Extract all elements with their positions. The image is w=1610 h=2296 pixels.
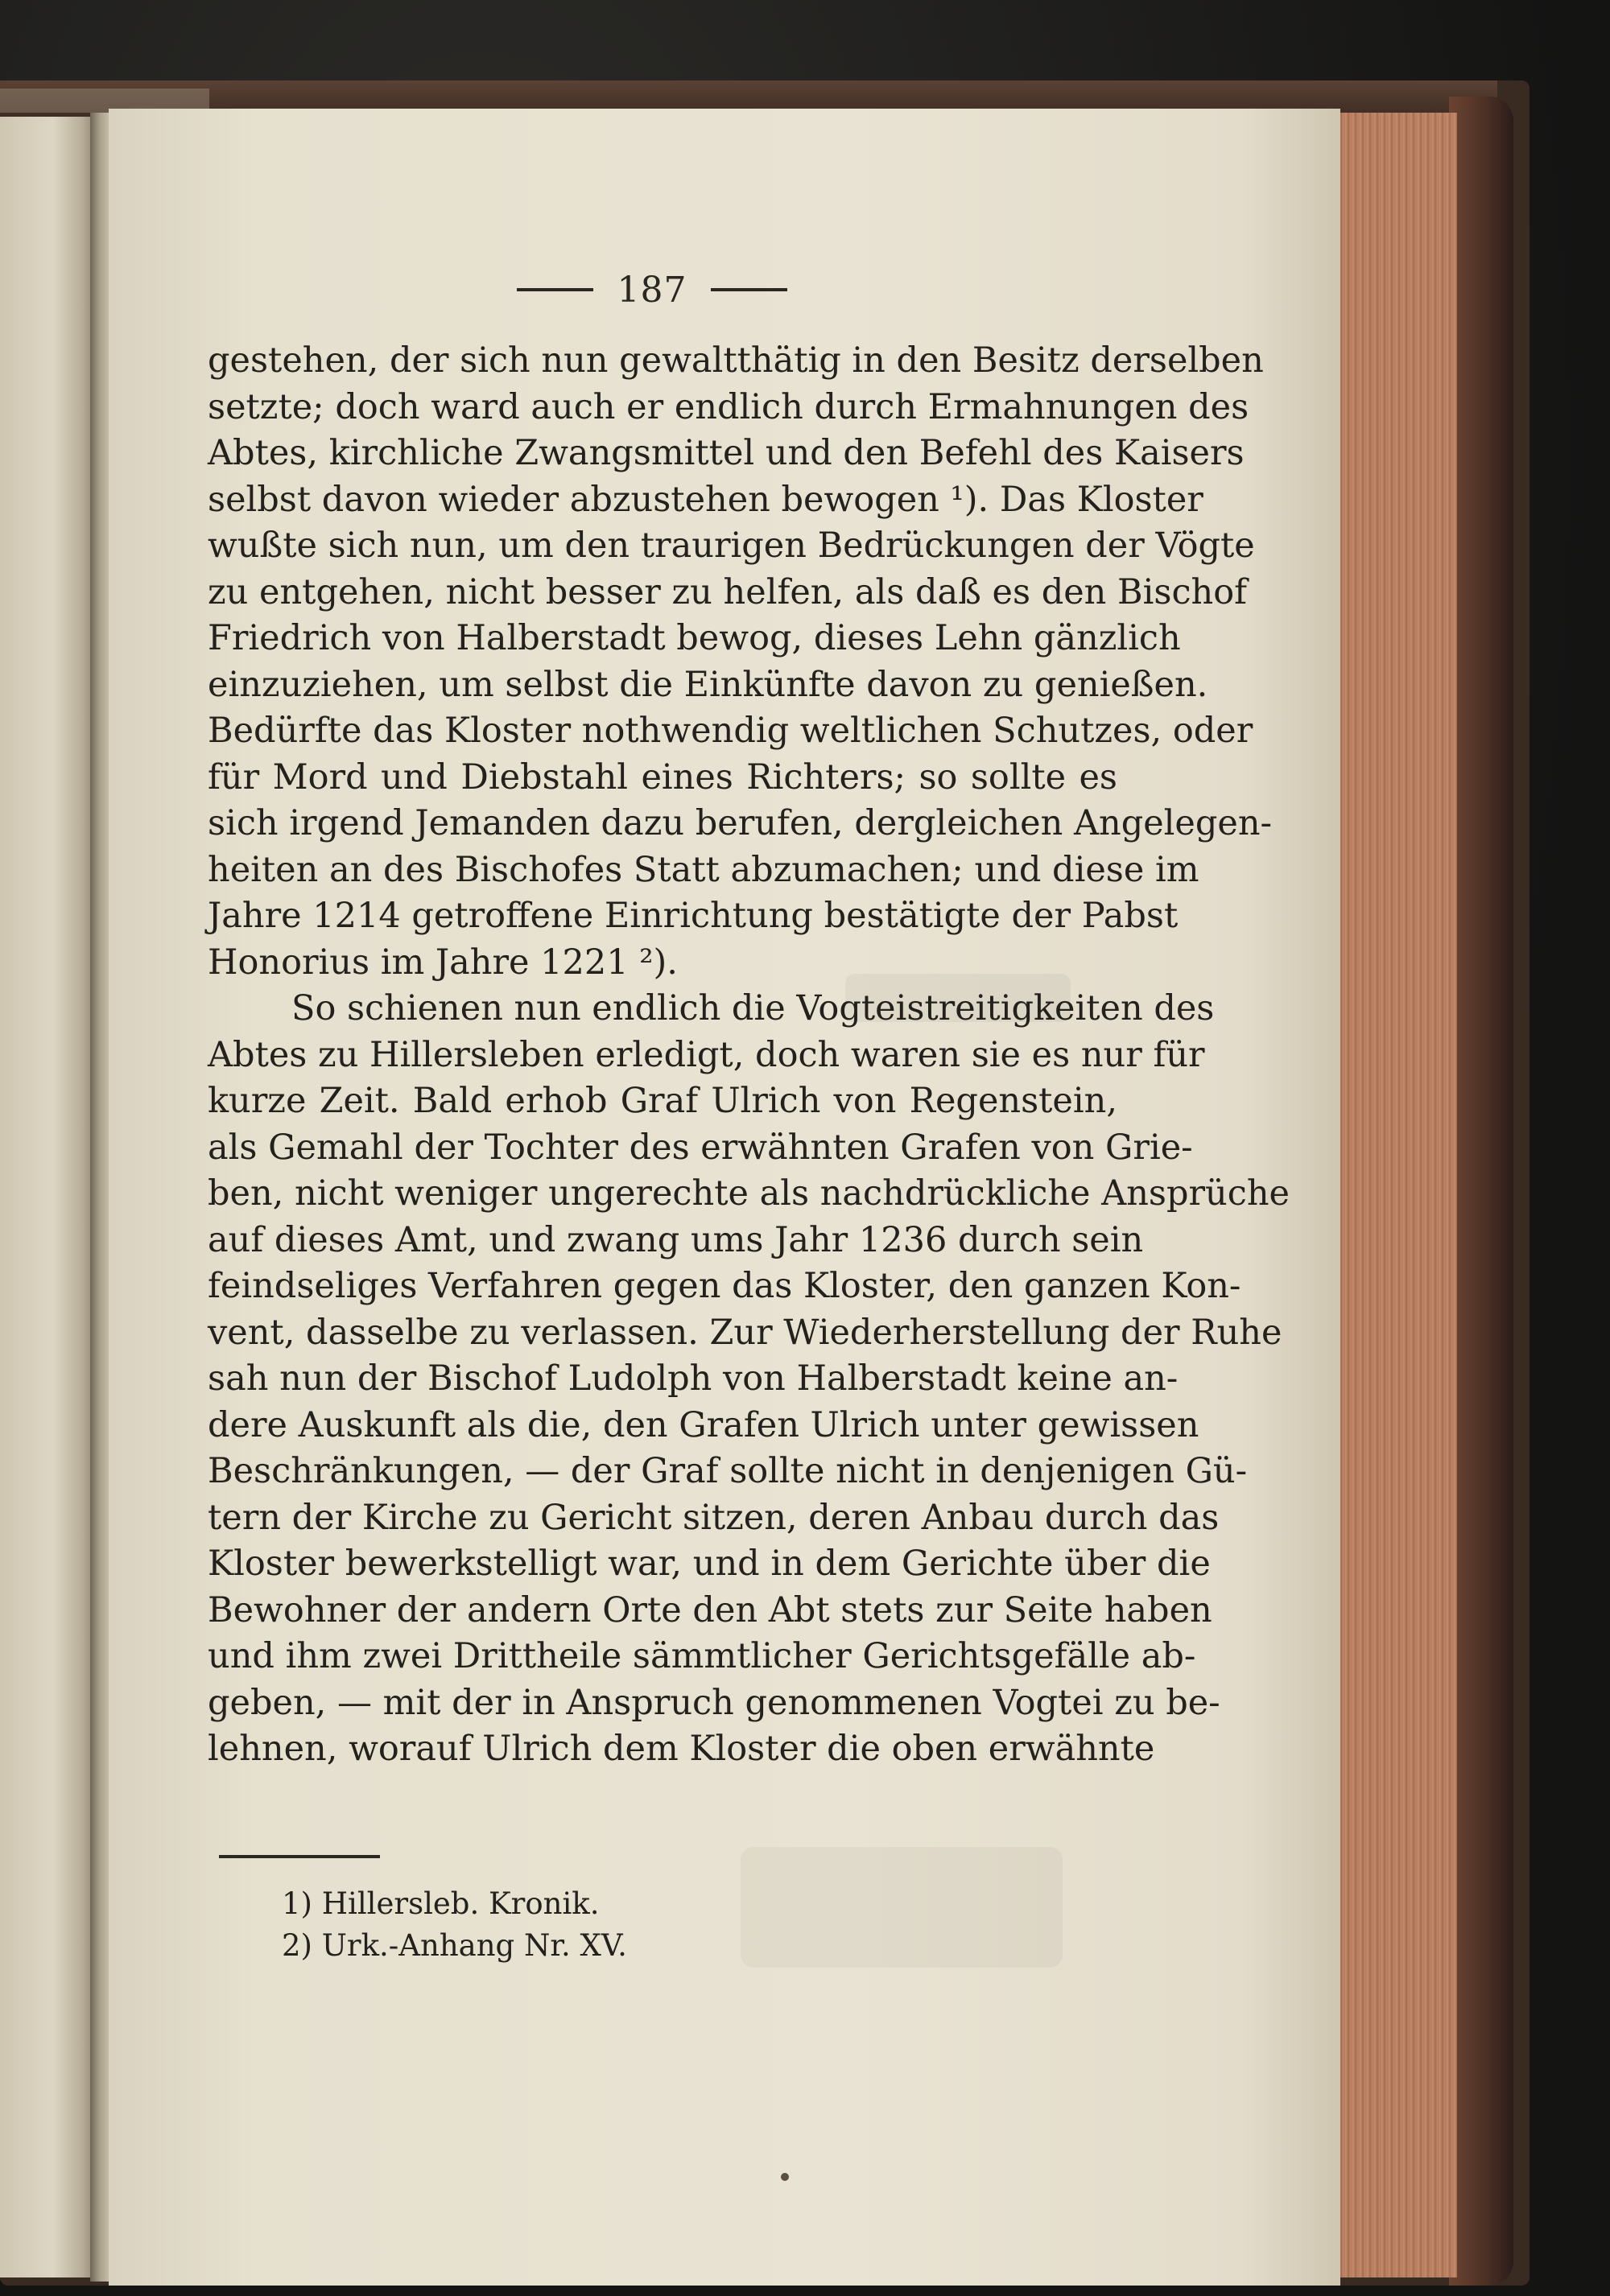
left-page-edge (0, 117, 97, 2277)
text-line: Abtes, kirchliche Zwangsmittel und den Befehl des Kaisers (208, 433, 1245, 473)
show-through-stain (741, 1847, 1063, 1968)
text-line: Abtes zu Hillersleben erledigt, doch waren sie es nur für (208, 1034, 1205, 1075)
text-line: auf dieses Amt, und zwang ums Jahr 1236 durch sein (208, 1219, 1144, 1260)
text-line: kurze Zeit. Bald erhob Graf Ulrich von Regenstein, (208, 1081, 1117, 1121)
text-line: wußte sich nun, um den traurigen Bedrückungen der Vögte (208, 526, 1255, 566)
body-text (208, 338, 1290, 1773)
text-line: setzte; doch ward auch er endlich durch Ermahnungen des (208, 386, 1249, 427)
page-block-edge (1336, 113, 1457, 2277)
text-line: Bedürfte das Kloster nothwendig weltlichen Schutzes, oder (208, 711, 1253, 751)
text-line: feindseliges Verfahren gegen das Kloster, den ganzen Kon- (208, 1266, 1241, 1306)
text-line: geben, — mit der in Anspruch genommenen Vogtei zu be- (208, 1682, 1220, 1723)
text-line: ben, nicht weniger ungerechte als nachdrückliche Ansprüche (208, 1173, 1290, 1214)
paper-speck (781, 2173, 789, 2181)
text-line: selbst davon wieder abzustehen bewogen ¹). Das Kloster (208, 479, 1203, 520)
text-line: Jahre 1214 getroffene Einrichtung bestätigte der Pabst (208, 896, 1179, 936)
text-line: einzuziehen, um selbst die Einkünfte davon zu genießen. (208, 664, 1208, 705)
text-line: lehnen, worauf Ulrich dem Kloster die oben erwähnte (208, 1729, 1155, 1769)
text-line: Beschränkungen, — der Graf sollte nicht in denjenigen Gü- (208, 1451, 1248, 1491)
book-spine-edge (1449, 97, 1513, 2286)
page-number: 187 (617, 269, 687, 311)
text-line: gestehen, der sich nun gewaltthätig in den Besitz derselben (208, 340, 1264, 381)
text-line: dere Auskunft als die, den Grafen Ulrich unter gewissen (208, 1404, 1199, 1445)
text-line: heiten an des Bischofes Statt abzumachen; und diese im (208, 849, 1199, 890)
text-line: Friedrich von Halberstadt bewog, dieses Lehn gänzlich (208, 618, 1181, 658)
text-line: sah nun der Bischof Ludolph von Halberstadt keine an- (208, 1358, 1179, 1399)
text-line: Bewohner der andern Orte den Abt stets zur Seite haben (208, 1589, 1212, 1630)
text-line: und ihm zwei Drittheile sämmtlicher Gerichtsgefälle ab- (208, 1636, 1196, 1676)
text-line: tern der Kirche zu Gericht sitzen, deren Anbau durch das (208, 1497, 1220, 1538)
text-line: sich irgend Jemanden dazu berufen, dergleichen Angelegen- (208, 803, 1273, 843)
footnotes (282, 1883, 765, 1967)
header-rule-left (517, 288, 593, 291)
text-line: als Gemahl der Tochter des erwähnten Grafen von Grie- (208, 1127, 1193, 1168)
text-line: vent, dasselbe zu verlassen. Zur Wiederherstellung der Ruhe (208, 1312, 1282, 1353)
text-line: Kloster bewerkstelligt war, und in dem Gerichte über die (208, 1544, 1211, 1584)
text-line: Honorius im Jahre 1221 ²). (208, 942, 678, 983)
footnote-2: 2) Urk.-Anhang Nr. XV. (282, 1928, 627, 1963)
header-rule-right (711, 288, 787, 291)
paragraph-start-line: So schienen nun endlich die Vogteistreitigkeiten des (291, 988, 1215, 1028)
page-header (483, 266, 821, 314)
text-line: für Mord und Diebstahl eines Richters; so sollte es (208, 756, 1117, 798)
footnote-1: 1) Hillersleb. Kronik. (282, 1886, 600, 1921)
footnote-separator (219, 1855, 380, 1858)
text-line: zu entgehen, nicht besser zu helfen, als daß es den Bischof (208, 571, 1248, 612)
